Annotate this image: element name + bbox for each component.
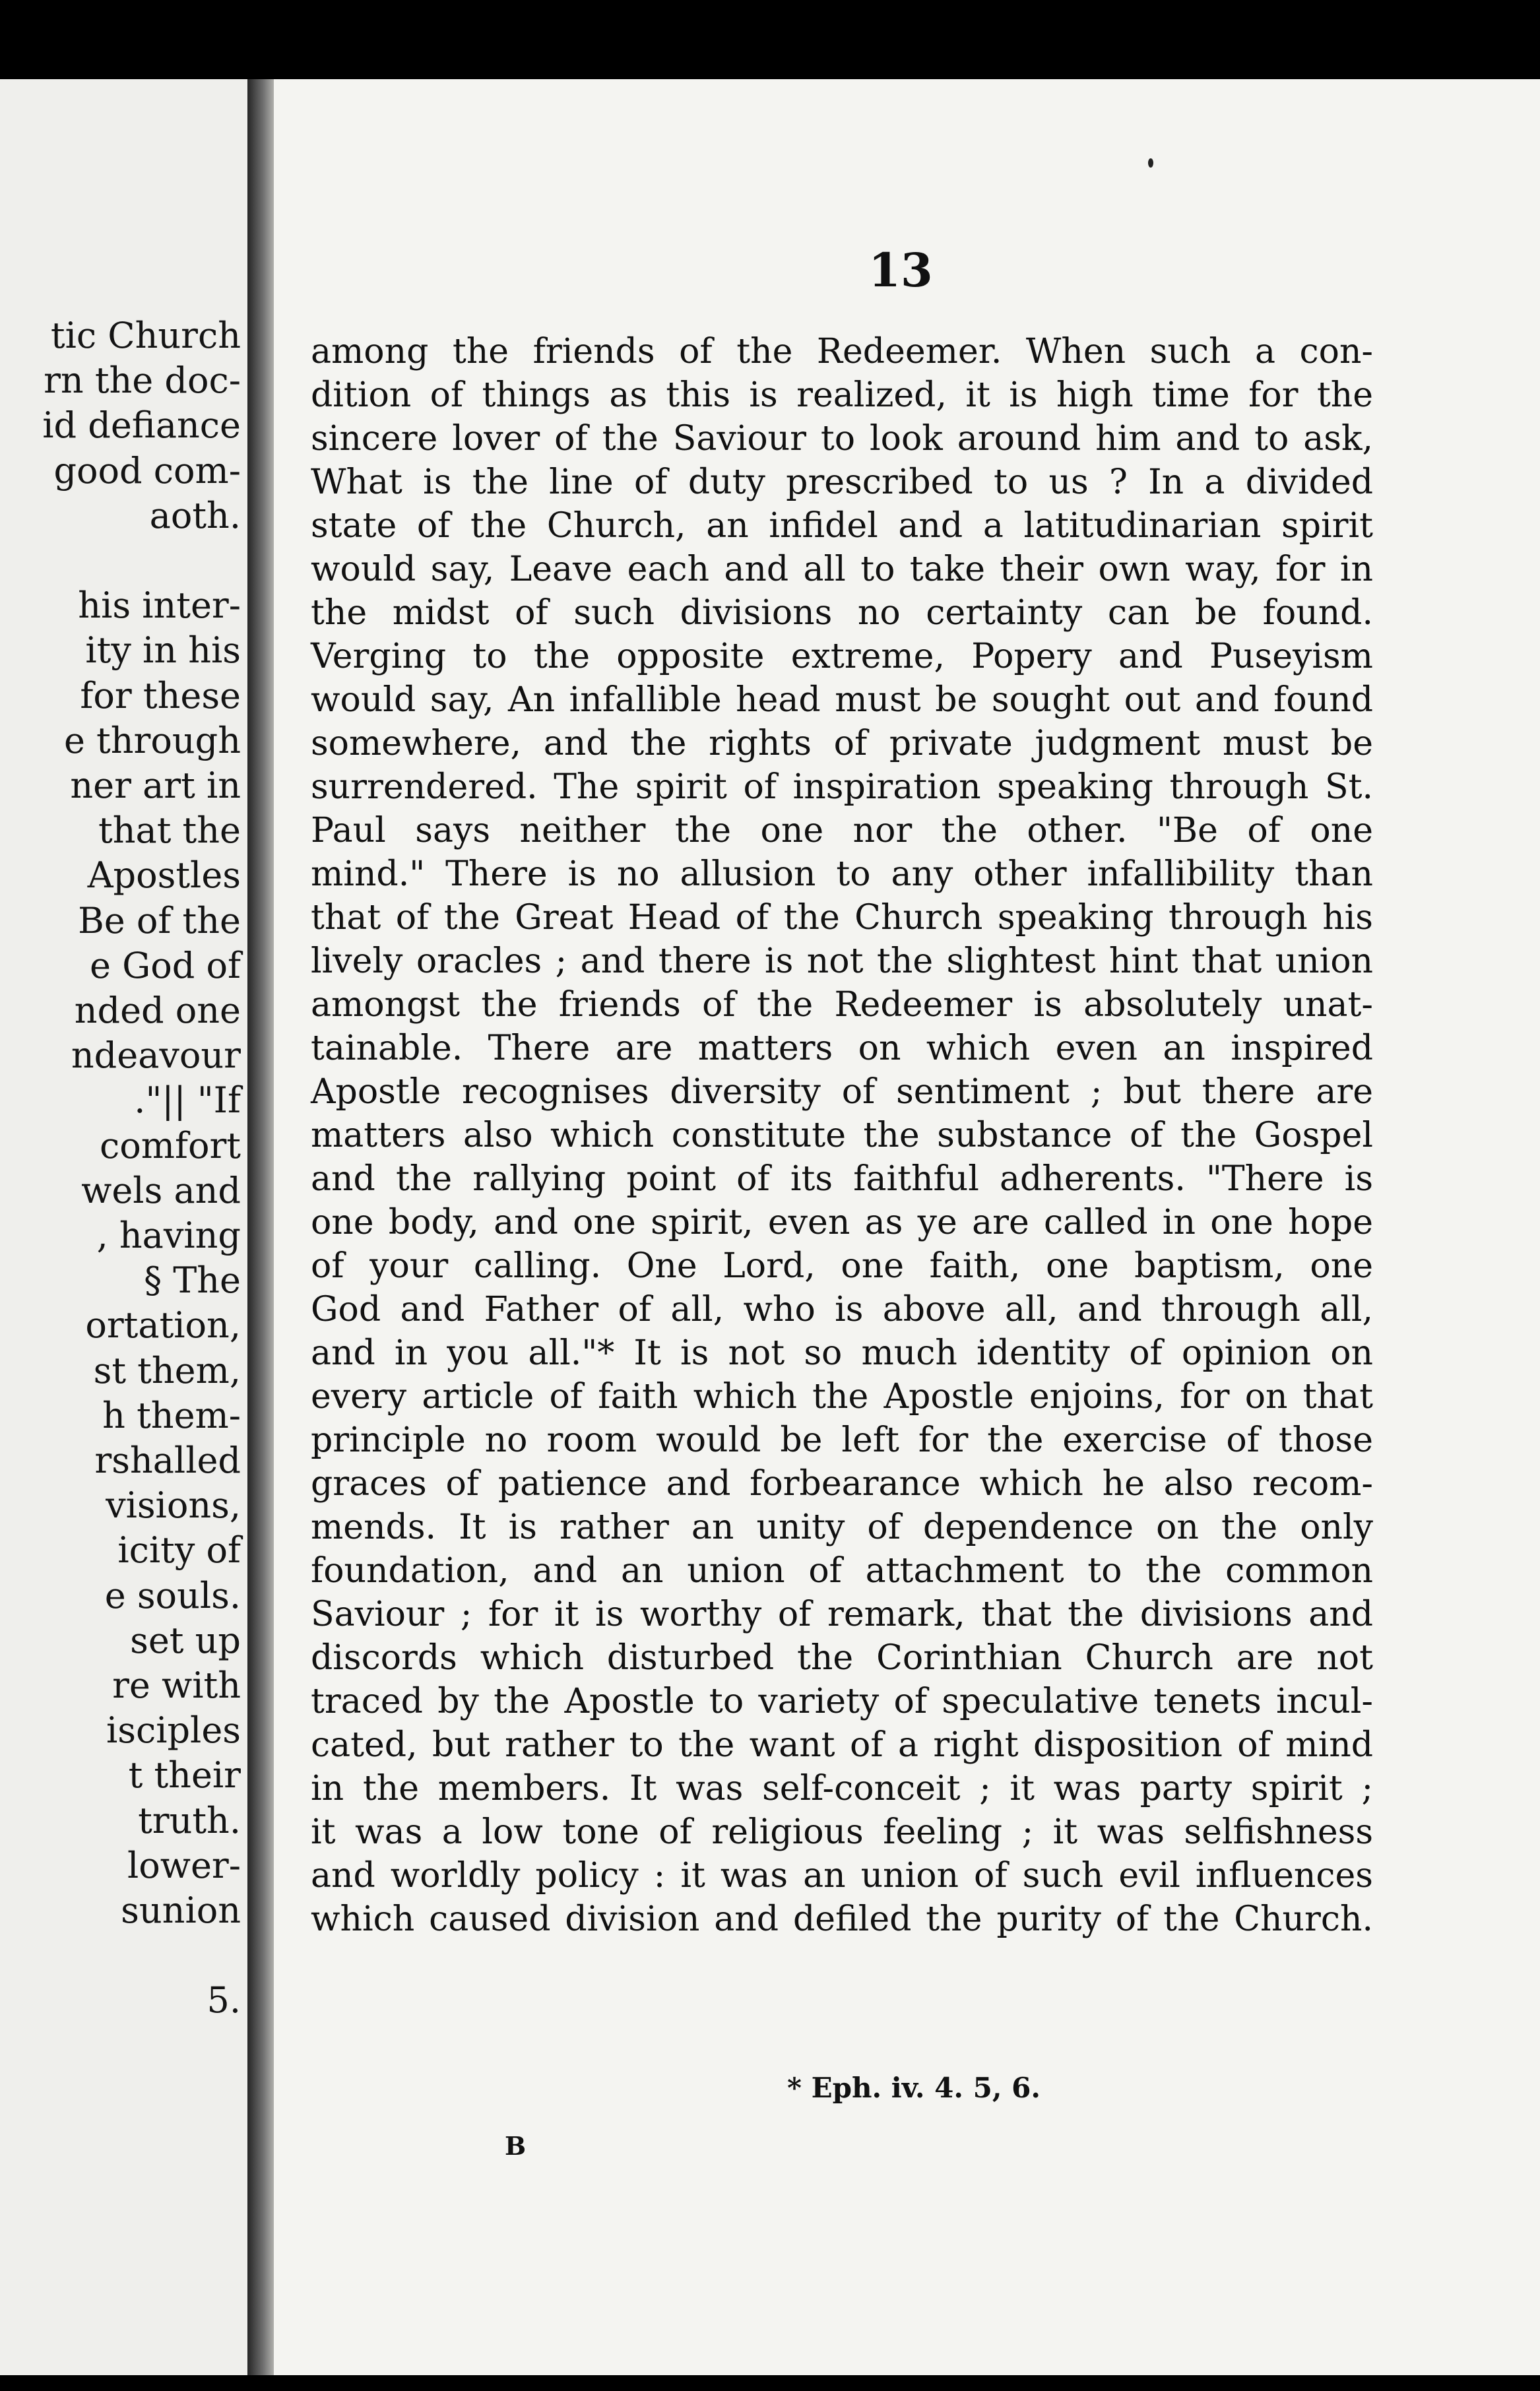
- text-line: every article of faith which the Apostle enjoins, for on that: [311, 1377, 1373, 1417]
- left-page-line: his inter-: [78, 585, 241, 627]
- text-line: amongst the friends of the Redeemer is absolutely unat-: [311, 985, 1373, 1025]
- left-page-line: Apostles: [87, 854, 241, 897]
- left-page-line: st them,: [93, 1349, 241, 1391]
- left-page-line: e souls.: [104, 1574, 241, 1616]
- book-gutter: [247, 79, 274, 2375]
- text-line: the midst of such divisions no certainty can be found.: [311, 593, 1373, 633]
- text-line: foundation, and an union of attachment to the common: [311, 1551, 1373, 1591]
- left-page-line: visions,: [106, 1484, 241, 1527]
- text-line: God and Father of all, who is above all, and through all,: [311, 1290, 1373, 1329]
- left-page-line: rn the doc-: [44, 360, 241, 402]
- left-page-line: e God of: [90, 944, 241, 986]
- text-line: and worldly policy : it was an union of such evil influences: [311, 1856, 1373, 1896]
- text-line: one body, and one spirit, even as ye are called in one hope: [311, 1203, 1373, 1242]
- text-line: sincere lover of the Saviour to look around him and to ask,: [311, 419, 1373, 459]
- text-line: and in you all."* It is not so much identity of opinion on: [311, 1333, 1373, 1373]
- text-line: graces of patience and forbearance which he also recom-: [311, 1464, 1373, 1504]
- text-line: would say, An infallible head must be sought out and found: [311, 680, 1373, 720]
- text-line: among the friends of the Redeemer. When such a con-: [311, 332, 1373, 371]
- left-page-line: ndeavour: [71, 1035, 241, 1077]
- text-line: somewhere, and the rights of private judgment must be: [311, 724, 1373, 763]
- text-line: Verging to the opposite extreme, Popery and Puseyism: [311, 637, 1373, 676]
- left-page-line: § The: [144, 1259, 241, 1302]
- left-page-line: set up: [130, 1619, 241, 1661]
- left-page: [0, 79, 247, 2375]
- text-line: mind." There is no allusion to any other infallibility than: [311, 854, 1373, 894]
- left-page-line: comfort: [100, 1124, 241, 1166]
- left-page-line: ."|| "If: [134, 1079, 241, 1122]
- left-page-line: good com-: [53, 449, 241, 492]
- signature-mark: B: [505, 2131, 527, 2161]
- left-page-line: isciples: [106, 1709, 241, 1752]
- text-line: and the rallying point of its faithful adherents. "There is: [311, 1159, 1373, 1199]
- left-page-line: that the: [98, 810, 241, 852]
- footnote: * Eph. iv. 4. 5, 6.: [787, 2072, 1041, 2104]
- ink-speck: [1148, 158, 1153, 168]
- right-page: [274, 79, 1540, 2375]
- text-line: principle no room would be left for the exercise of those: [311, 1420, 1373, 1460]
- left-page-line: h them-: [102, 1394, 241, 1436]
- left-page-line: rshalled: [94, 1440, 241, 1481]
- left-page-line: tic Church: [50, 315, 241, 356]
- left-page-line: for these: [80, 674, 241, 717]
- text-line: mends. It is rather an unity of dependence on the only: [311, 1508, 1373, 1547]
- text-line: Saviour ; for it is worthy of remark, that the divisions and: [311, 1595, 1373, 1634]
- text-line: it was a low tone of religious feeling ; it was selfishness: [311, 1812, 1373, 1852]
- text-line: What is the line of duty prescribed to us ? In a divided: [311, 462, 1373, 502]
- text-line: Apostle recognises diversity of sentiment ; but there are: [311, 1072, 1373, 1112]
- text-line: dition of things as this is realized, it is high time for the: [311, 375, 1373, 415]
- text-line: would say, Leave each and all to take their own way, for in: [311, 550, 1373, 589]
- left-page-line: re with: [112, 1665, 241, 1706]
- left-page-line: id defiance: [42, 404, 241, 447]
- text-line: discords which disturbed the Corinthian Church are not: [311, 1638, 1373, 1678]
- text-line: cated, but rather to the want of a right disposition of mind: [311, 1725, 1373, 1765]
- left-page-line: aoth.: [149, 494, 241, 536]
- left-page-line: ner art in: [70, 765, 241, 806]
- text-line: surrendered. The spirit of inspiration speaking through St.: [311, 767, 1373, 807]
- text-line: that of the Great Head of the Church speaking through his: [311, 898, 1373, 938]
- body-text: [311, 330, 1373, 1941]
- page-number: 13: [868, 243, 933, 298]
- text-line: traced by the Apostle to variety of speculative tenets incul-: [311, 1682, 1373, 1721]
- text-line: state of the Church, an infidel and a latitudinarian spirit: [311, 506, 1373, 546]
- left-page-line: 5.: [207, 1979, 241, 2022]
- left-page-line: , having: [96, 1215, 241, 1256]
- text-line: Paul says neither the one nor the other. "Be of one: [311, 811, 1373, 850]
- left-page-line: nded one: [74, 990, 241, 1031]
- left-page-line: icity of: [117, 1529, 241, 1572]
- text-line: tainable. There are matters on which even an inspired: [311, 1029, 1373, 1068]
- left-page-line: sunion: [121, 1890, 241, 1931]
- text-line: matters also which constitute the substance of the Gospel: [311, 1116, 1373, 1155]
- text-line: which caused division and defiled the purity of the Church.: [311, 1899, 1373, 1939]
- text-line: of your calling. One Lord, one faith, one baptism, one: [311, 1246, 1373, 1286]
- left-page-line: ity in his: [85, 629, 241, 672]
- text-line: in the members. It was self-conceit ; it was party spirit ;: [311, 1769, 1373, 1808]
- left-page-line: e through: [63, 719, 241, 761]
- left-page-line: ortation,: [85, 1304, 241, 1347]
- left-page-line: wels and: [81, 1169, 241, 1211]
- left-page-line: Be of the: [78, 899, 241, 941]
- left-page-line: t their: [128, 1754, 241, 1797]
- left-page-line: truth.: [138, 1799, 241, 1841]
- text-line: lively oracles ; and there is not the slightest hint that union: [311, 941, 1373, 981]
- left-page-line: lower-: [127, 1844, 241, 1886]
